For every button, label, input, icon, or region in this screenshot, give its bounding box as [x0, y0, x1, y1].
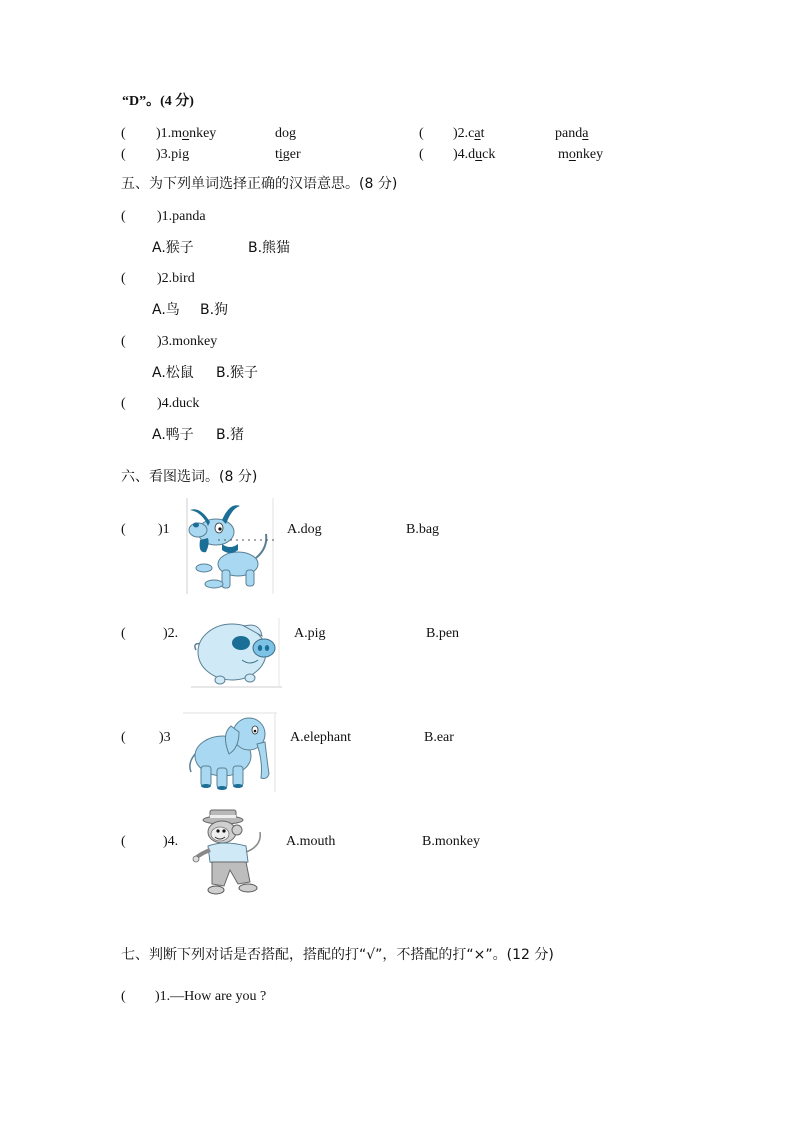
compare-word: dog: [275, 126, 296, 141]
answer-blank-open[interactable]: (: [121, 396, 126, 411]
pig-picture-icon: [190, 614, 285, 690]
option-b[interactable]: B.狗: [200, 302, 229, 318]
option-b[interactable]: B.bag: [406, 522, 440, 537]
option-b[interactable]: B.熊猫: [248, 240, 291, 256]
question-word: )2.bird: [157, 271, 195, 286]
answer-blank-open[interactable]: (: [419, 126, 424, 141]
question-word: )1.panda: [157, 209, 206, 224]
option-a[interactable]: A.mouth: [286, 834, 336, 849]
option-b[interactable]: B.monkey: [422, 834, 480, 849]
answer-blank-open[interactable]: (: [121, 989, 126, 1004]
compare-word: monkey: [558, 147, 604, 162]
answer-blank-open[interactable]: (: [121, 834, 126, 849]
answer-blank-open[interactable]: (: [121, 522, 126, 537]
word-with-underline: )3.pig: [156, 147, 190, 162]
answer-blank-open[interactable]: (: [121, 271, 126, 286]
option-a[interactable]: A.dog: [287, 522, 322, 537]
question-word: )4.duck: [157, 396, 200, 411]
elephant-picture-icon: [183, 712, 277, 792]
compare-word: tiger: [275, 147, 301, 162]
dog-picture-icon: [186, 498, 276, 594]
dialogue-question: )1.—How are you ?: [155, 989, 267, 1004]
option-b[interactable]: B.猪: [216, 427, 245, 443]
option-b[interactable]: B.pen: [426, 626, 460, 641]
answer-blank-open[interactable]: (: [419, 147, 424, 162]
option-a[interactable]: A.elephant: [290, 730, 352, 745]
word-with-underline: )4.duck: [453, 147, 496, 162]
question-word: )3.monkey: [157, 334, 218, 349]
answer-blank-open[interactable]: (: [121, 730, 126, 745]
word-with-underline: )2.cat: [453, 126, 485, 141]
question-number: )3: [159, 730, 171, 745]
monkey-picture-icon: [190, 802, 274, 898]
answer-blank-open[interactable]: (: [121, 126, 126, 141]
option-a[interactable]: A.pig: [294, 626, 326, 641]
answer-blank-open[interactable]: (: [121, 209, 126, 224]
option-a[interactable]: A.鸭子: [152, 427, 194, 443]
section7-title: 七、判断下列对话是否搭配，搭配的打“√”，不搭配的打“×”。(12 分): [121, 947, 554, 963]
section5-title: 五、为下列单词选择正确的汉语意思。(8 分): [121, 176, 398, 192]
section4-title-tail: “D”。(4 分): [122, 94, 194, 109]
option-b[interactable]: B.ear: [424, 730, 454, 745]
answer-blank-open[interactable]: (: [121, 147, 126, 162]
question-number: )1: [158, 522, 170, 537]
answer-blank-open[interactable]: (: [121, 334, 126, 349]
section6-title: 六、看图选词。(8 分): [121, 469, 258, 485]
answer-blank-open[interactable]: (: [121, 626, 126, 641]
word-with-underline: )1.monkey: [156, 126, 217, 141]
question-number: )4.: [163, 834, 179, 849]
option-a[interactable]: A.松鼠: [152, 365, 194, 381]
option-a[interactable]: A.猴子: [152, 240, 194, 256]
compare-word: panda: [555, 126, 589, 141]
option-b[interactable]: B.猴子: [216, 365, 259, 381]
option-a[interactable]: A.鸟: [152, 302, 180, 318]
question-number: )2.: [163, 626, 179, 641]
